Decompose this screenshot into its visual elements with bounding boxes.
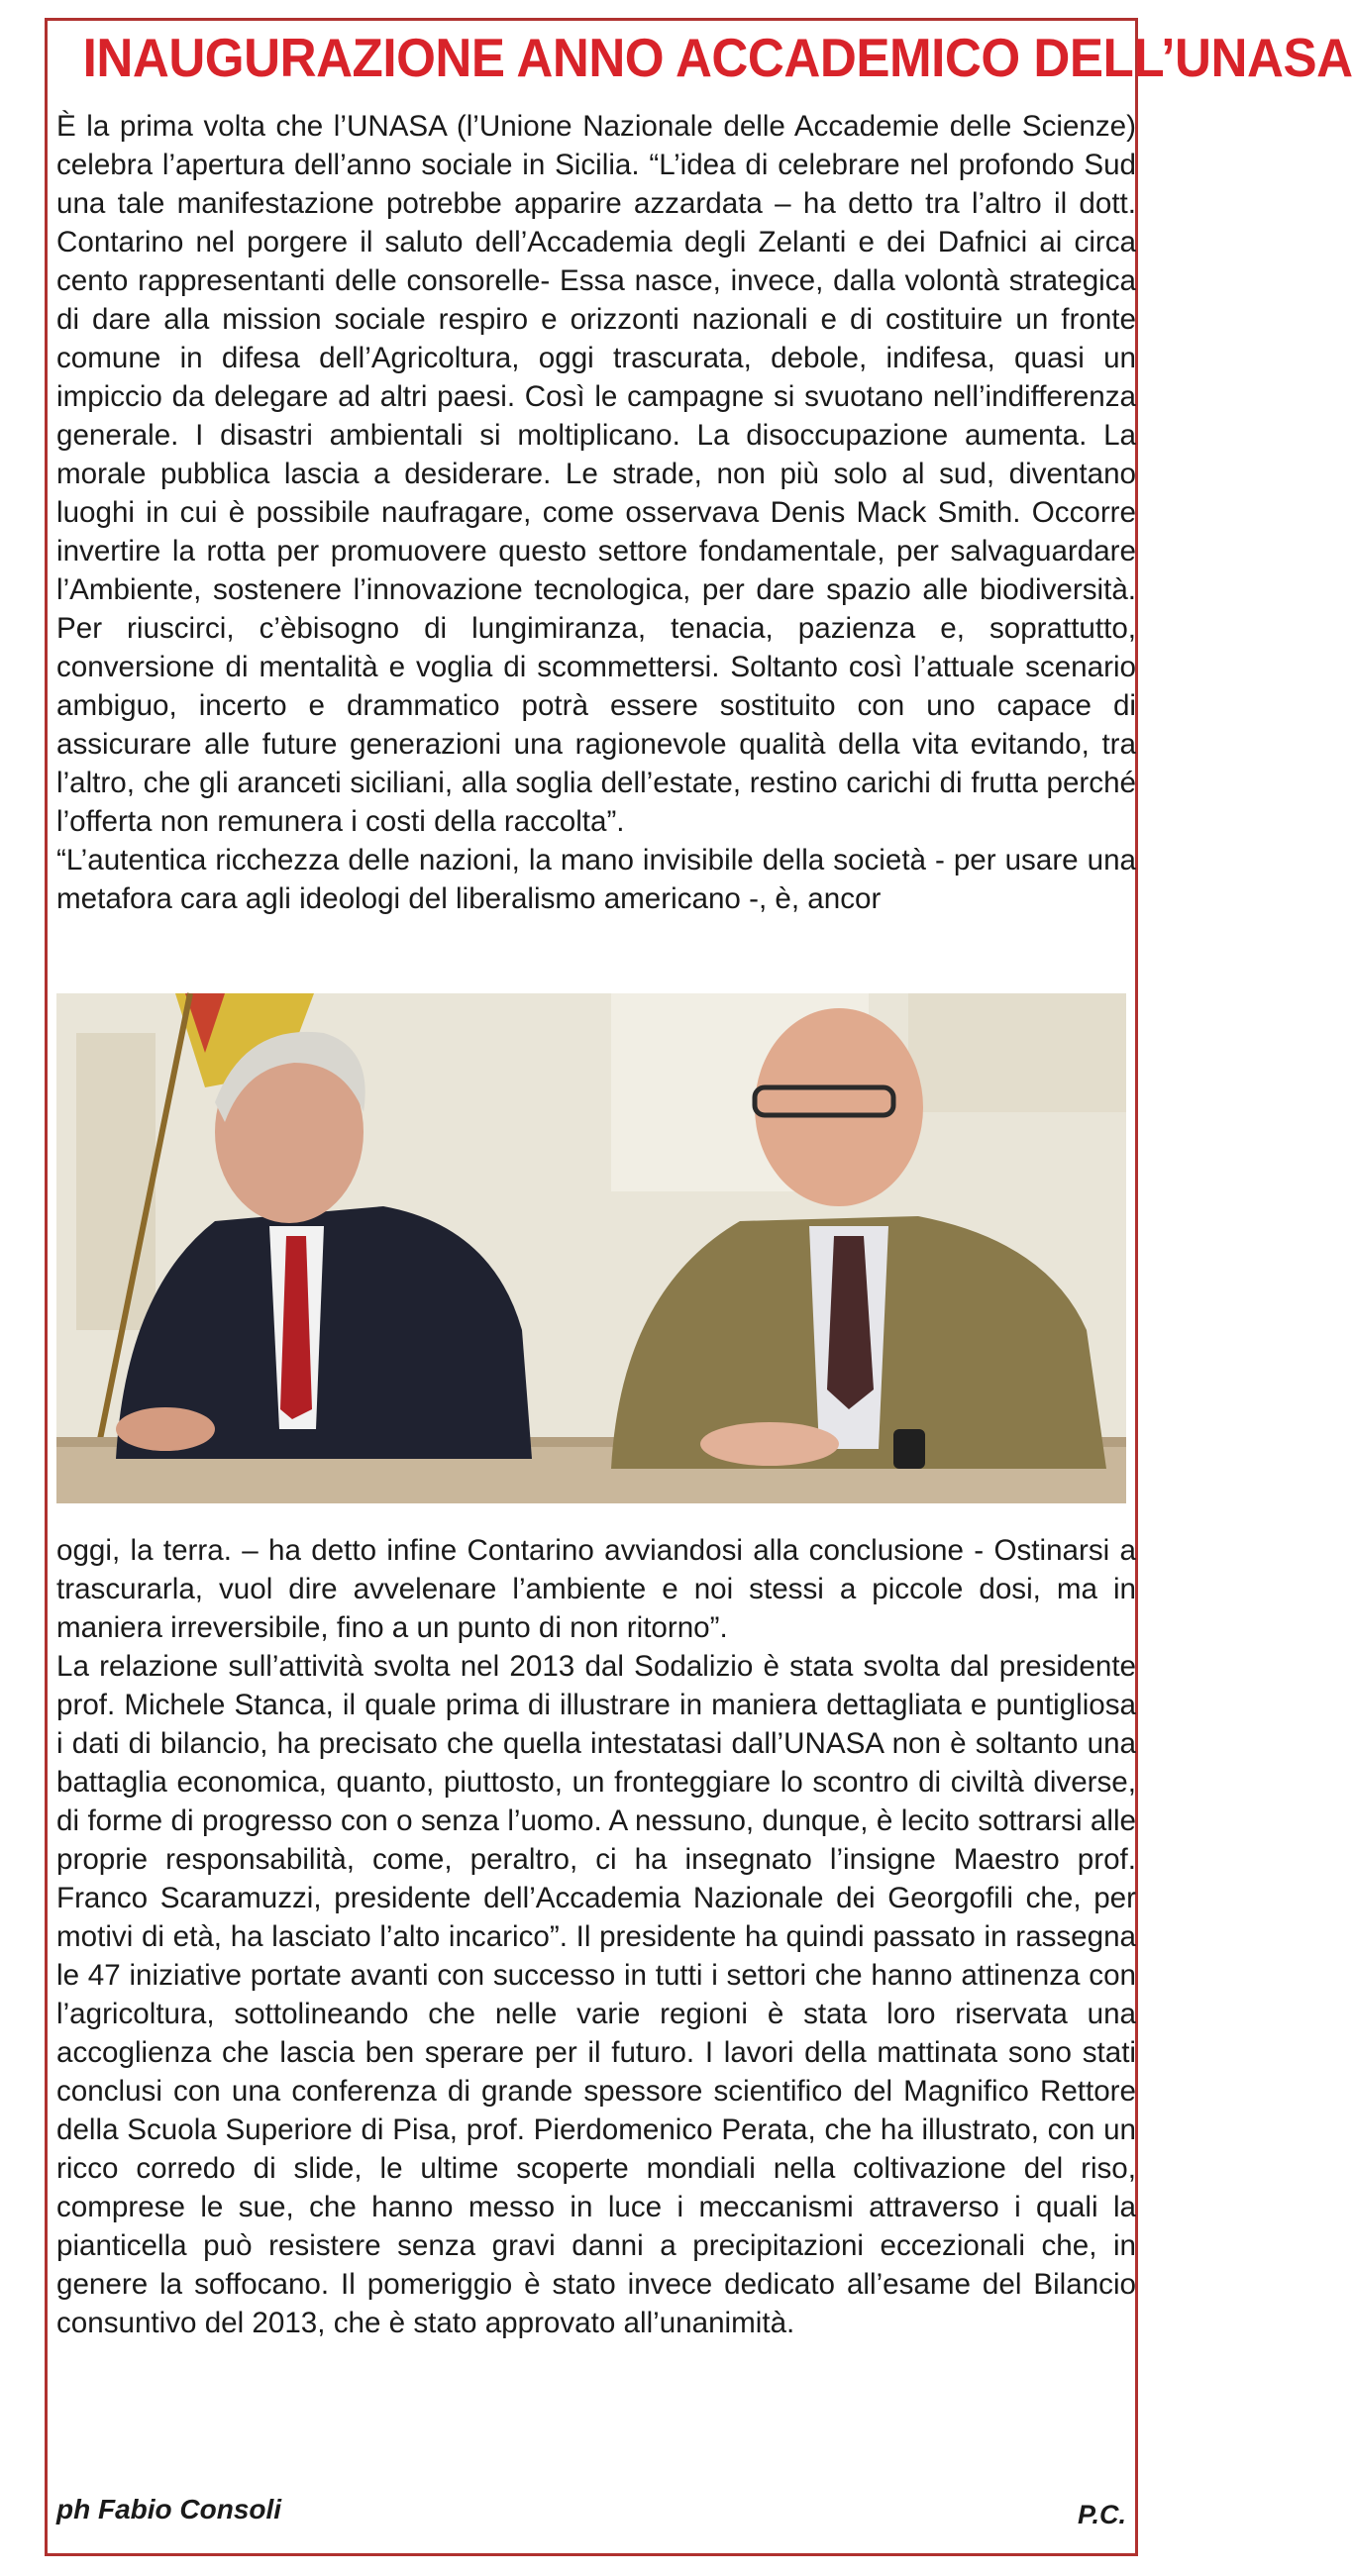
paragraph: È la prima volta che l’UNASA (l’Unione Nazionale delle Accademie delle Scienze) celebra l’apertura dell’anno sociale in Sicilia. “L’idea di celebrare nel profondo Sud una tale manifestazione potrebbe apparire azzardata – ha detto tra l’altro il dott. Contarino nel porgere il saluto dell’Accademia degli Zelanti e dei Dafnici ai circa cento rappresentanti delle consorelle- Essa nasce, invece, dalla volontà strategica di dare alla mission sociale respiro e orizzonti nazionali e di costituire un fronte comune in difesa dell’Agricoltura, oggi trascurata, debole, indifesa, quasi un impiccio da delegare ad altri paesi. Così le campagne si svuotano nell’indifferenza generale. I disastri ambientali si moltiplicano. La disoccupazione aumenta. La morale pubblica lascia a desiderare. Le strade, non più solo al sud, diventano luoghi in cui è possibile naufragare, come osservava Denis Mack Smith. Occorre invertire la rotta per promuovere questo settore fondamentale, per salvaguardare l’Ambiente, sostenere l’innovazione tecnologica, per dare spazio alle biodiversità. Per riuscirci, c’èbisogno di lungimiranza, tenacia, pazienza e, soprattutto, conversione di mentalità e voglia di scommettersi. Soltanto così l’attuale scenario ambiguo, incerto e drammatico potrà essere sostituito con uno capace di assicurare alle future generazioni una ragionevole qualità della vita evitando, tra l’altro, che gli aranceti siciliani, alla soglia dell’estate, restino carichi di frutta perché l’offerta non remunera i costi della raccolta”.	[56, 110, 1136, 838]
paragraph: “L’autentica ricchezza delle nazioni, la mano invisibile della società - per usare una metafora cara agli ideologi del liberalismo americano -, è, ancor	[56, 844, 1136, 915]
paragraph: La relazione sull’attività svolta nel 2013 dal Sodalizio è stata svolta dal presidente prof. Michele Stanca, il quale prima di illustrare in maniera dettagliata e puntigliosa i dati di bilancio, ha precisato che quella intestatasi dall’UNASA non è soltanto una battaglia economica, quanto, piuttosto, un fronteggiare lo scontro di civiltà diverse, di forme di progresso con o senza l’uomo. A nessuno, dunque, è lecito sottrarsi alle proprie responsabilità, come, peraltro, ci ha insegnato l’insigne Maestro prof. Franco Scaramuzzi, presidente dell’Accademia Nazionale dei Georgofili che, per motivi di età, ha lasciato l’alto incarico”. Il presidente ha quindi passato in rassegna le 47 iniziative portate avanti con successo in tutti i settori che hanno attinenza con l’agricoltura, sottolineando che nelle varie regioni è stata loro riservata una accoglienza che lascia ben sperare per il futuro. I lavori della mattinata sono stati conclusi con una conferenza di grande spessore scientifico del Magnifico Rettore della Scuola Superiore di Pisa, prof. Pierdomenico Perata, che ha illustrato, con un ricco corredo di slide, le ultime scoperte mondiali nella coltivazione del riso, comprese le sue, che hanno messo in luce i meccanismi attraverso i quali la pianticella può resistere senza gravi danni a precipitazioni eccezionali che, in genere la soffocano. Il pomeriggio è stato invece dedicato all’esame del Bilancio consuntivo del 2013, che è stato approvato all’unanimità.	[56, 1650, 1136, 2339]
photo-credit: ph Fabio Consoli	[56, 2494, 282, 2524]
event-photo	[56, 993, 1126, 1503]
author-initials: P.C.	[1077, 2500, 1126, 2529]
article-title: INAUGURAZIONE ANNO ACCADEMICO DELL’UNASA	[82, 27, 1353, 88]
article-body-top	[56, 107, 1136, 918]
paragraph: oggi, la terra. – ha detto infine Contarino avviandosi alla conclusione - Ostinarsi a trascurarla, vuol dire avvelenare l’ambiente e noi stessi a piccole dosi, ma in maniera irreversibile, fino a un punto di non ritorno”.	[56, 1534, 1136, 1644]
article-body-bottom	[56, 1531, 1136, 2342]
event-photo-image	[56, 993, 1126, 1503]
